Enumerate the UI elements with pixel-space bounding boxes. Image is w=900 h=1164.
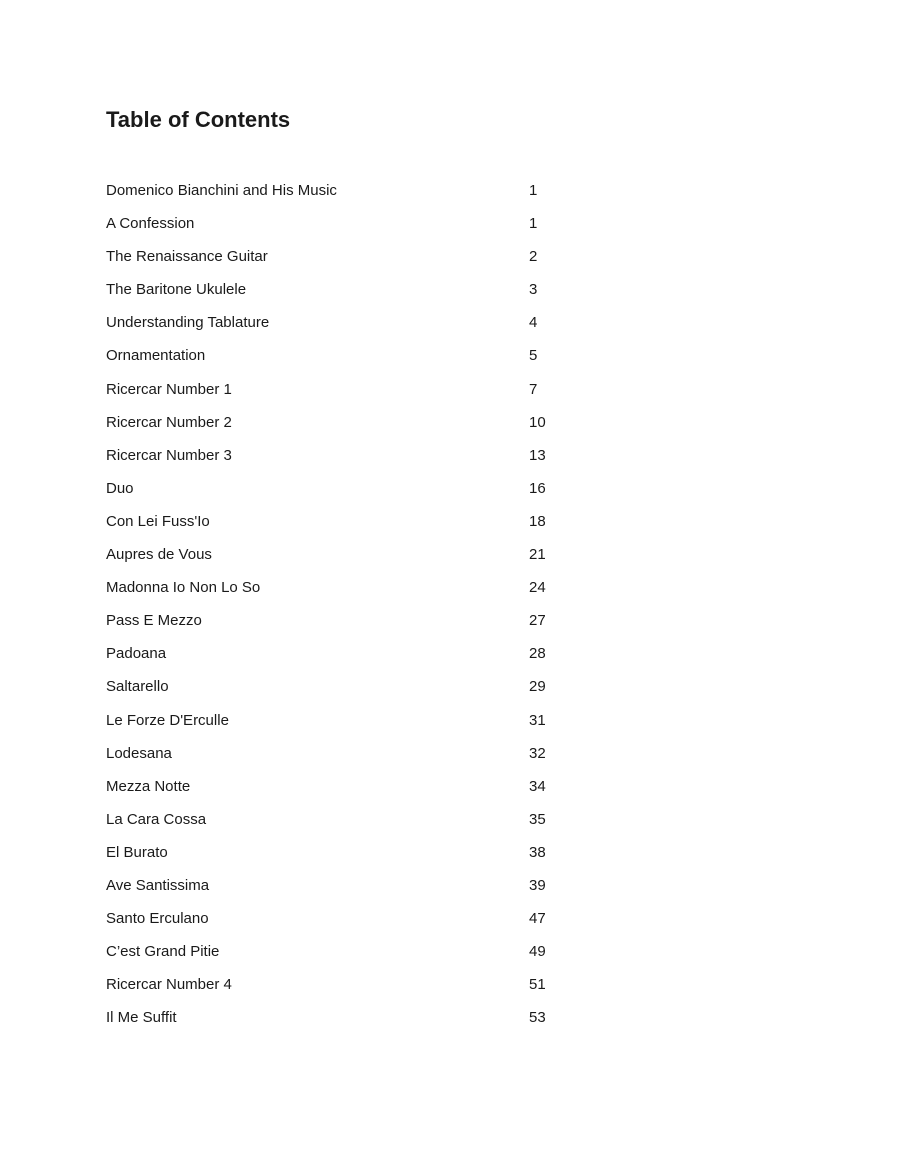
- toc-entry-title: Duo: [106, 479, 134, 497]
- toc-entry: [106, 377, 586, 410]
- toc-entry-page-number: 4: [529, 314, 538, 332]
- toc-entry-page-number: 7: [529, 380, 538, 398]
- toc-entry-page-number: 24: [529, 579, 546, 597]
- toc-entry-title: Ave Santissima: [106, 876, 210, 894]
- toc-entry-page-number: 29: [529, 678, 546, 696]
- toc-entry-page-number: 38: [529, 843, 546, 861]
- toc-entry-title: Ricercar Number 2: [106, 413, 232, 431]
- toc-entry-title: Understanding Tablature: [106, 314, 270, 332]
- toc-entry-page-number: 34: [529, 777, 546, 795]
- toc-entry-page-number: 1: [529, 182, 538, 199]
- toc-entry-page-number: 18: [529, 512, 546, 530]
- toc-entry: [106, 244, 586, 277]
- toc-entry-title: Saltarello: [106, 678, 169, 696]
- toc-entry-title: Ornamentation: [106, 347, 206, 365]
- toc-entry-page-number: 53: [529, 1009, 546, 1027]
- toc-entry-title: El Burato: [106, 843, 168, 861]
- toc-entry-page-number: 39: [529, 876, 546, 894]
- toc-entry-title: Il Me Suffit: [106, 1009, 177, 1027]
- toc-entry: [106, 343, 586, 376]
- toc-entry: [106, 807, 586, 840]
- toc-entry: [106, 608, 586, 641]
- toc-entry: [106, 972, 586, 1005]
- toc-entry-title: A Confession: [106, 215, 195, 233]
- toc-entry: [106, 873, 586, 906]
- toc-entry: [106, 277, 586, 310]
- toc-entry-title: Domenico Bianchini and His Music: [106, 182, 337, 199]
- toc-entry-page-number: 49: [529, 943, 546, 961]
- toc-entry-title: Ricercar Number 3: [106, 446, 232, 464]
- toc-entry-page-number: 27: [529, 612, 546, 630]
- toc-entry: [106, 774, 586, 807]
- toc-entry: [106, 509, 586, 542]
- toc-entry: [106, 939, 586, 972]
- toc-entry: [106, 906, 586, 939]
- toc-entry: [106, 575, 586, 608]
- toc-entry-title: Con Lei Fuss'Io: [106, 512, 210, 530]
- toc-entry: [106, 542, 586, 575]
- toc-entry-page-number: 35: [529, 810, 546, 828]
- toc-entry: [106, 708, 586, 741]
- toc-entry-title: Santo Erculano: [106, 910, 209, 928]
- toc-entry-title: Lodesana: [106, 744, 172, 762]
- toc-entry-title: Pass E Mezzo: [106, 612, 202, 630]
- toc-entry: [106, 310, 586, 343]
- toc-entry-title: Aupres de Vous: [106, 546, 212, 564]
- toc-entry-page-number: 5: [529, 347, 538, 365]
- toc-entry: [106, 741, 586, 774]
- toc-entry-title: Ricercar Number 1: [106, 380, 232, 398]
- toc-entry-page-number: 28: [529, 645, 546, 663]
- toc-entry-page-number: 32: [529, 744, 546, 762]
- toc-entry-title: C’est Grand Pitie: [106, 943, 220, 961]
- toc-entry-title: La Cara Cossa: [106, 810, 207, 828]
- toc-entry: [106, 1005, 586, 1038]
- toc-entry-page-number: 51: [529, 976, 546, 994]
- toc-entry-title: The Baritone Ukulele: [106, 281, 247, 299]
- toc-list: [106, 178, 586, 1038]
- toc-entry-title: Padoana: [106, 645, 167, 663]
- toc-entry-title: Mezza Notte: [106, 777, 191, 795]
- toc-entry-page-number: 31: [529, 711, 546, 729]
- toc-entry-page-number: 2: [529, 248, 538, 266]
- toc-entry: [106, 443, 586, 476]
- toc-entry-page-number: 1: [529, 215, 538, 233]
- toc-entry-title: Ricercar Number 4: [106, 976, 232, 994]
- toc-entry: [106, 211, 586, 244]
- toc-entry-title: The Renaissance Guitar: [106, 248, 268, 266]
- toc-entry: [106, 410, 586, 443]
- toc-entry-page-number: 47: [529, 910, 546, 928]
- toc-entry-page-number: 10: [529, 413, 546, 431]
- toc-entry-page-number: 13: [529, 446, 546, 464]
- toc-entry: [106, 476, 586, 509]
- toc-entry-title: Madonna Io Non Lo So: [106, 579, 261, 597]
- toc-entry: [106, 674, 586, 707]
- toc-entry: [106, 178, 586, 211]
- toc-entry: [106, 840, 586, 873]
- toc-entry-page-number: 16: [529, 479, 546, 497]
- page-title: Table of Contents: [106, 107, 291, 132]
- toc-entry: [106, 641, 586, 674]
- toc-entry-page-number: 3: [529, 281, 538, 299]
- toc-entry-page-number: 21: [529, 546, 546, 564]
- toc-entry-title: Le Forze D'Erculle: [106, 711, 229, 729]
